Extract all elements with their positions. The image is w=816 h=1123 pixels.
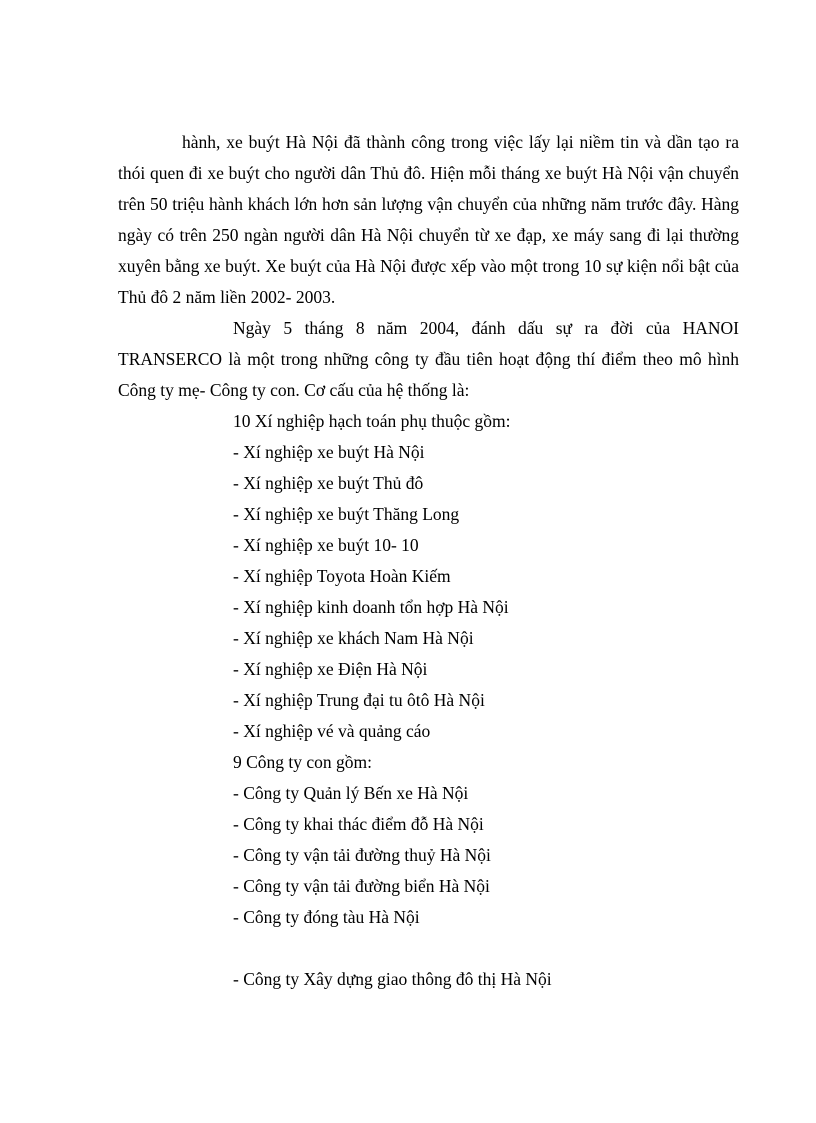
list-item: - Xí nghiệp xe buýt 10- 10 — [233, 535, 419, 555]
list-item: - Công ty vận tải đường thuỷ Hà Nội — [233, 845, 491, 865]
enterprise-list — [233, 406, 733, 747]
body-paragraph-2: Ngày 5 tháng 8 năm 2004, đánh dấu sự ra đời của HANOI TRANSERCO là một trong những công ty đầu tiên hoạt động thí điểm theo mô hình Công ty mẹ- Công ty con. Cơ cấu của hệ thống là: — [118, 318, 739, 400]
list-item: - Công ty Xây dựng giao thông đô thị Hà Nội — [233, 969, 552, 989]
subsidiary-list-continued — [233, 964, 733, 995]
list-item: - Xí nghiệp kinh doanh tổn hợp Hà Nội — [233, 597, 509, 617]
list-item: - Xí nghiệp xe khách Nam Hà Nội — [233, 628, 474, 648]
subsidiary-list-heading: 9 Công ty con gồm: — [233, 752, 373, 772]
body-paragraph-1: hành, xe buýt Hà Nội đã thành công trong việc lấy lại niềm tin và dần tạo ra thói quen đi xe buýt cho người dân Thủ đô. Hiện mỗi tháng xe buýt Hà Nội vận chuyển trên 50 triệu hành khách lớn hơn sản lượng vận chuyển của những năm trước đây. Hàng ngày có trên 250 ngàn người dân Hà Nội chuyển từ xe đạp, xe máy sang đi lại thường xuyên bằng xe buýt. Xe buýt của Hà Nội được xếp vào một trong 10 sự kiện nổi bật của Thủ đô 2 năm liền 2002- 2003. — [118, 132, 739, 307]
enterprise-list-heading: 10 Xí nghiệp hạch toán phụ thuộc gồm: — [233, 411, 511, 431]
list-item: - Xí nghiệp vé và quảng cáo — [233, 721, 431, 741]
list-item: - Công ty đóng tàu Hà Nội — [233, 907, 420, 927]
list-item: - Công ty Quản lý Bến xe Hà Nội — [233, 783, 469, 803]
list-item: - Xí nghiệp xe Điện Hà Nội — [233, 659, 428, 679]
list-item: - Công ty vận tải đường biển Hà Nội — [233, 876, 490, 896]
list-item: - Xí nghiệp Trung đại tu ôtô Hà Nội — [233, 690, 485, 710]
list-item: - Xí nghiệp xe buýt Thăng Long — [233, 504, 460, 524]
list-item: - Công ty khai thác điểm đỗ Hà Nội — [233, 814, 484, 834]
list-item: - Xí nghiệp xe buýt Thủ đô — [233, 473, 424, 493]
list-item: - Xí nghiệp Toyota Hoàn Kiếm — [233, 566, 451, 586]
subsidiary-list — [233, 747, 733, 933]
list-item: - Xí nghiệp xe buýt Hà Nội — [233, 442, 425, 462]
